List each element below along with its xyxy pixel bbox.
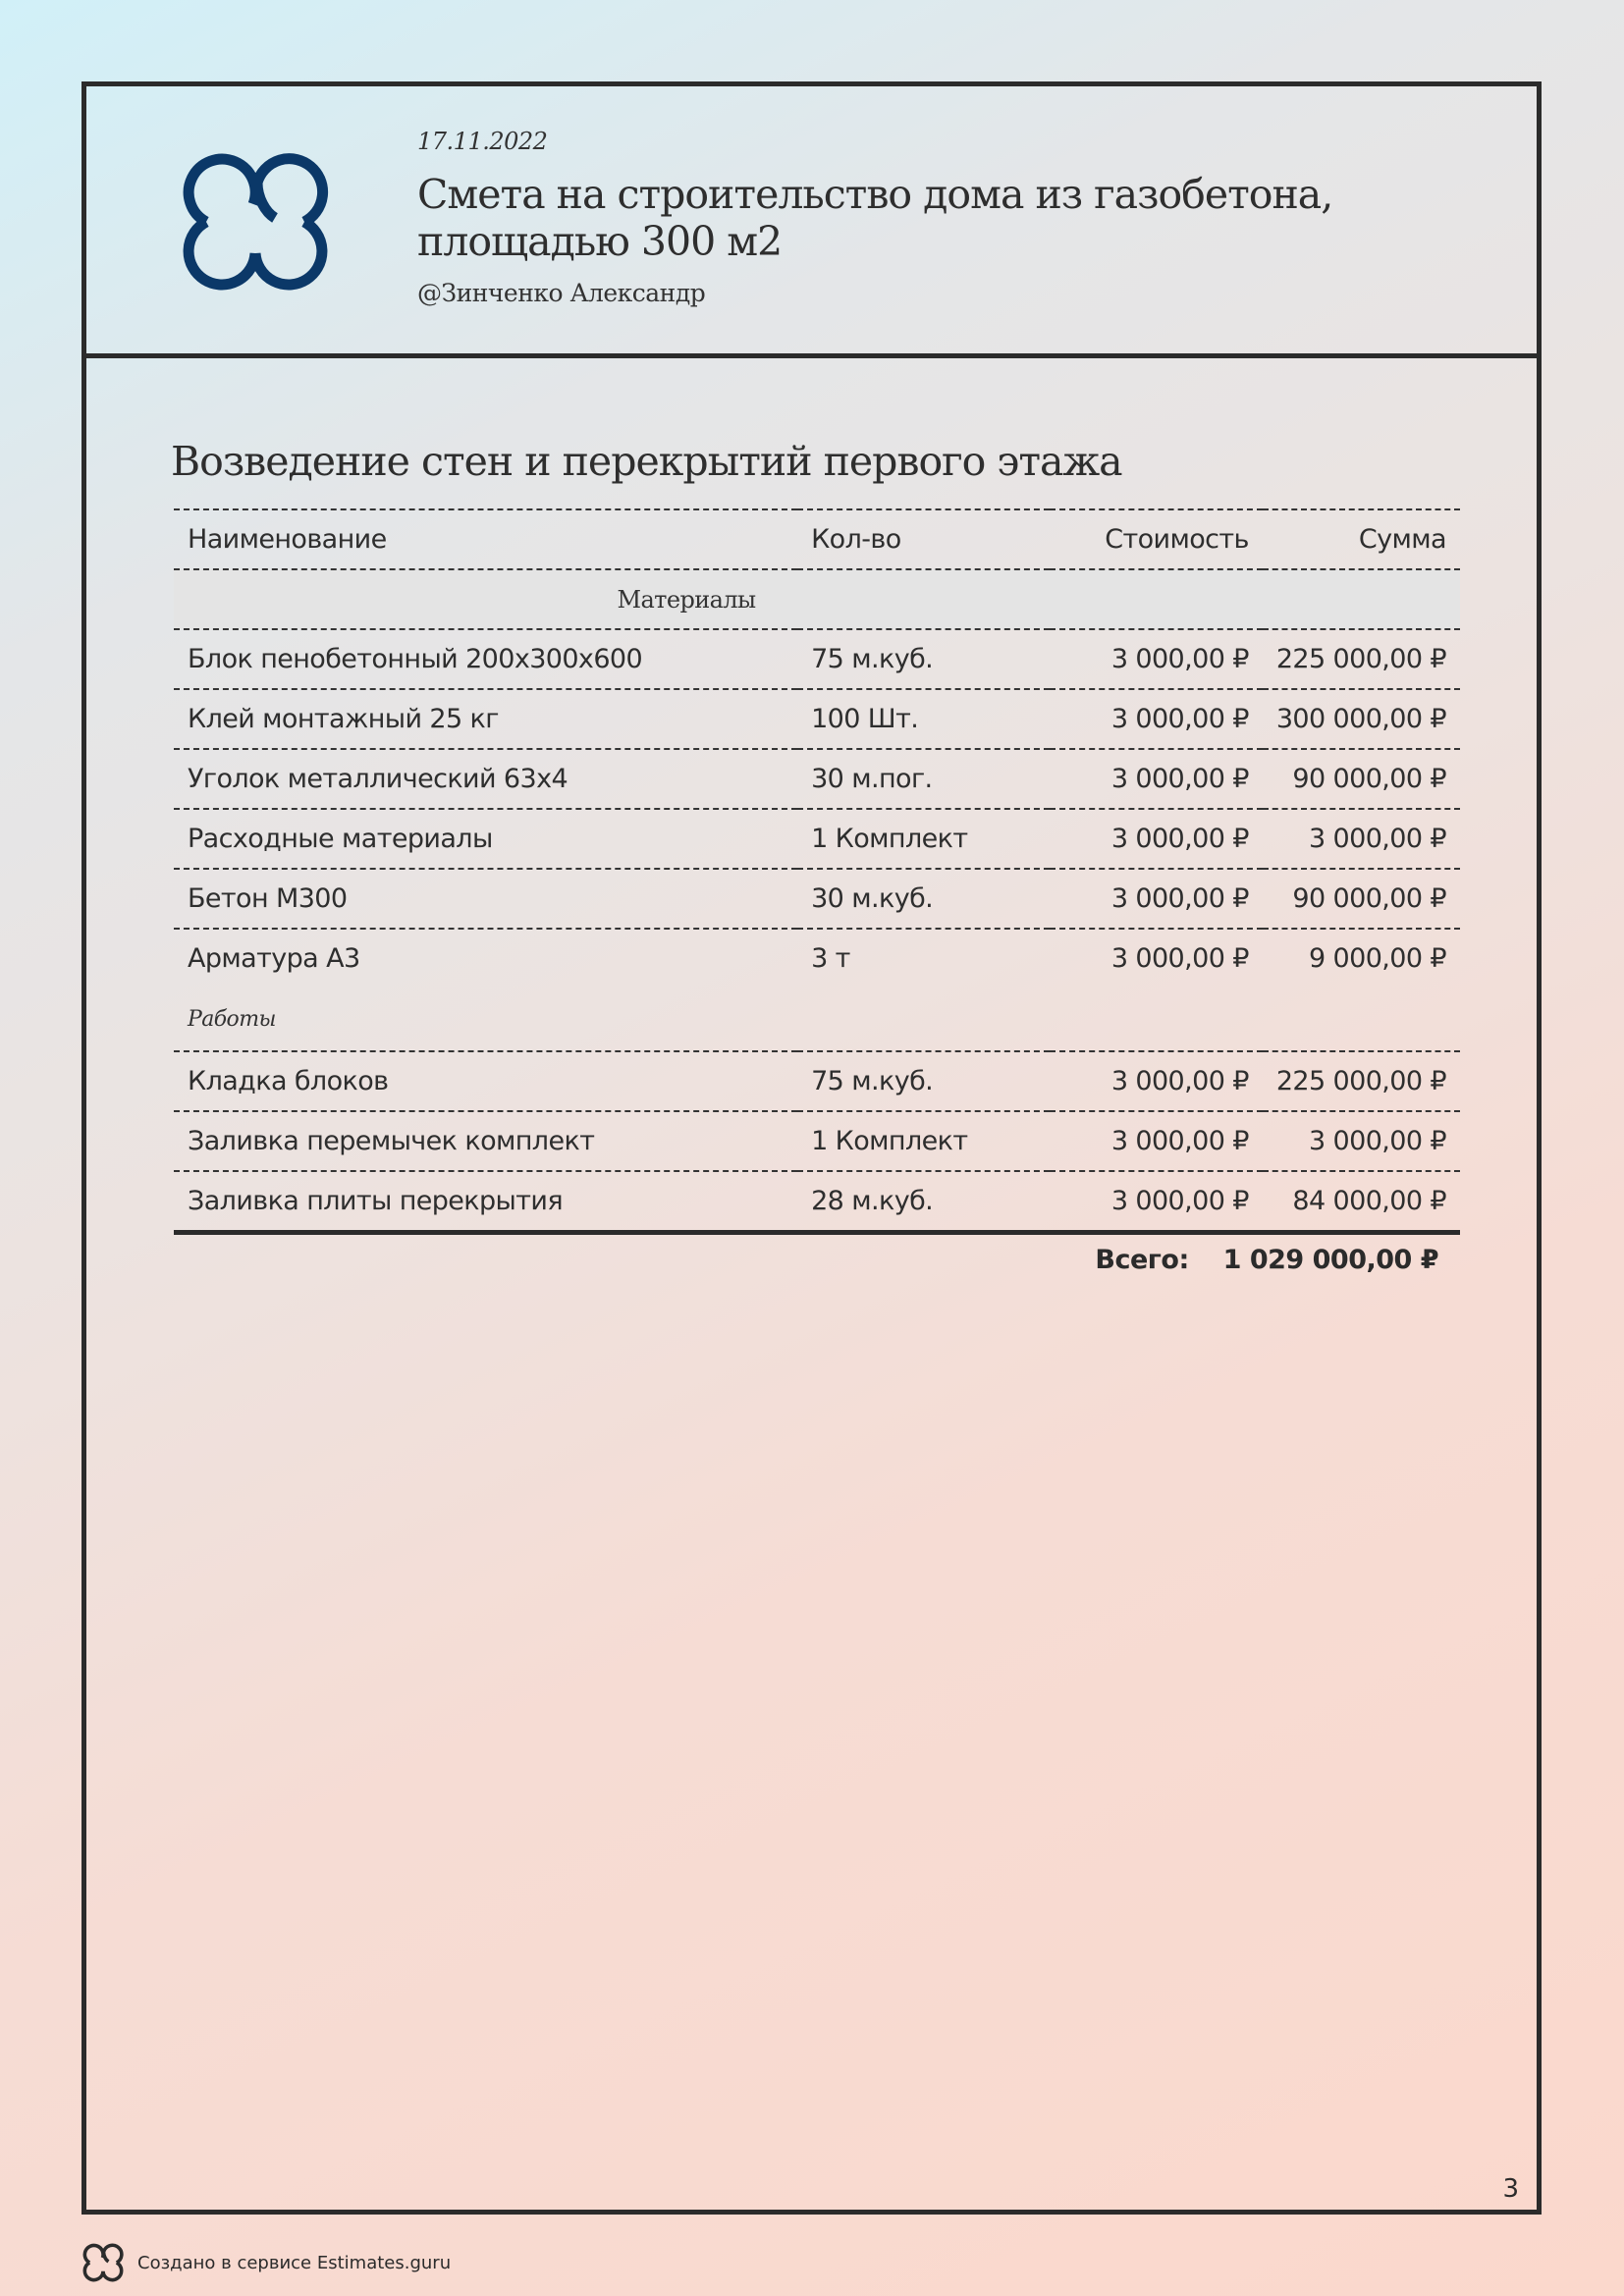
total-label: Всего:: [1095, 1245, 1189, 1275]
clover-logo-icon: [81, 2241, 125, 2284]
page-number: 3: [1502, 2174, 1519, 2204]
footer-credit: Создано в сервисе Estimates.guru: [137, 2252, 452, 2273]
item-sum: 3 000,00 ₽: [1263, 1111, 1460, 1171]
item-qty: 75 м.куб.: [797, 629, 1050, 689]
document-date: 17.11.2022: [417, 128, 548, 155]
page-frame: [81, 81, 1542, 2215]
table-row: [174, 749, 1460, 809]
item-sum: 3 000,00 ₽: [1263, 809, 1460, 869]
item-name: Заливка плиты перекрытия: [174, 1171, 797, 1233]
item-name: Уголок металлический 63x4: [174, 749, 797, 809]
item-name: Бетон М300: [174, 869, 797, 929]
item-qty: 1 Комплект: [797, 1111, 1050, 1171]
item-sum: 9 000,00 ₽: [1263, 929, 1460, 988]
table-row: [174, 1051, 1460, 1111]
table-row: [174, 1111, 1460, 1171]
section-title: Возведение стен и перекрытий первого этажа: [171, 438, 1122, 485]
item-price: 3 000,00 ₽: [1050, 689, 1263, 749]
table-row: [174, 1171, 1460, 1233]
group-row-works: [174, 988, 1460, 1051]
column-header-name: Наименование: [174, 509, 797, 569]
item-name: Блок пенобетонный 200x300x600: [174, 629, 797, 689]
item-sum: 84 000,00 ₽: [1263, 1171, 1460, 1233]
item-qty: 75 м.куб.: [797, 1051, 1050, 1111]
document-author: @Зинченко Александр: [417, 279, 706, 307]
item-name: Кладка блоков: [174, 1051, 797, 1111]
table-header-row: [174, 509, 1460, 569]
item-price: 3 000,00 ₽: [1050, 1051, 1263, 1111]
item-name: Клей монтажный 25 кг: [174, 689, 797, 749]
group-row-materials: [174, 569, 1460, 629]
item-sum: 90 000,00 ₽: [1263, 869, 1460, 929]
item-price: 3 000,00 ₽: [1050, 629, 1263, 689]
item-price: 3 000,00 ₽: [1050, 929, 1263, 988]
item-name: Арматура А3: [174, 929, 797, 988]
item-sum: 90 000,00 ₽: [1263, 749, 1460, 809]
total-row: [1095, 1245, 1438, 1275]
group-label: Работы: [188, 1006, 276, 1032]
item-qty: 30 м.пог.: [797, 749, 1050, 809]
table-row: [174, 809, 1460, 869]
table-row: [174, 929, 1460, 988]
item-name: Заливка перемычек комплект: [174, 1111, 797, 1171]
table-row: [174, 689, 1460, 749]
table-row: [174, 869, 1460, 929]
column-header-sum: Сумма: [1263, 509, 1460, 569]
item-qty: 30 м.куб.: [797, 869, 1050, 929]
item-qty: 1 Комплект: [797, 809, 1050, 869]
table-row: [174, 629, 1460, 689]
item-price: 3 000,00 ₽: [1050, 809, 1263, 869]
item-qty: 28 м.куб.: [797, 1171, 1050, 1233]
document-header: [86, 86, 1537, 358]
item-sum: 300 000,00 ₽: [1263, 689, 1460, 749]
column-header-price: Стоимость: [1050, 509, 1263, 569]
item-qty: 3 т: [797, 929, 1050, 988]
item-sum: 225 000,00 ₽: [1263, 629, 1460, 689]
item-price: 3 000,00 ₽: [1050, 749, 1263, 809]
clover-logo-icon: [177, 143, 334, 300]
item-price: 3 000,00 ₽: [1050, 1171, 1263, 1233]
item-price: 3 000,00 ₽: [1050, 869, 1263, 929]
column-header-qty: Кол-во: [797, 509, 1050, 569]
document-title: Смета на строительство дома из газобетона, площадью 300 м2: [417, 171, 1333, 265]
group-label: Материалы: [174, 569, 1460, 629]
total-value: 1 029 000,00 ₽: [1222, 1245, 1438, 1275]
footer: [81, 2241, 451, 2284]
item-sum: 225 000,00 ₽: [1263, 1051, 1460, 1111]
estimate-table: [174, 508, 1460, 1235]
item-price: 3 000,00 ₽: [1050, 1111, 1263, 1171]
item-name: Расходные материалы: [174, 809, 797, 869]
item-qty: 100 Шт.: [797, 689, 1050, 749]
